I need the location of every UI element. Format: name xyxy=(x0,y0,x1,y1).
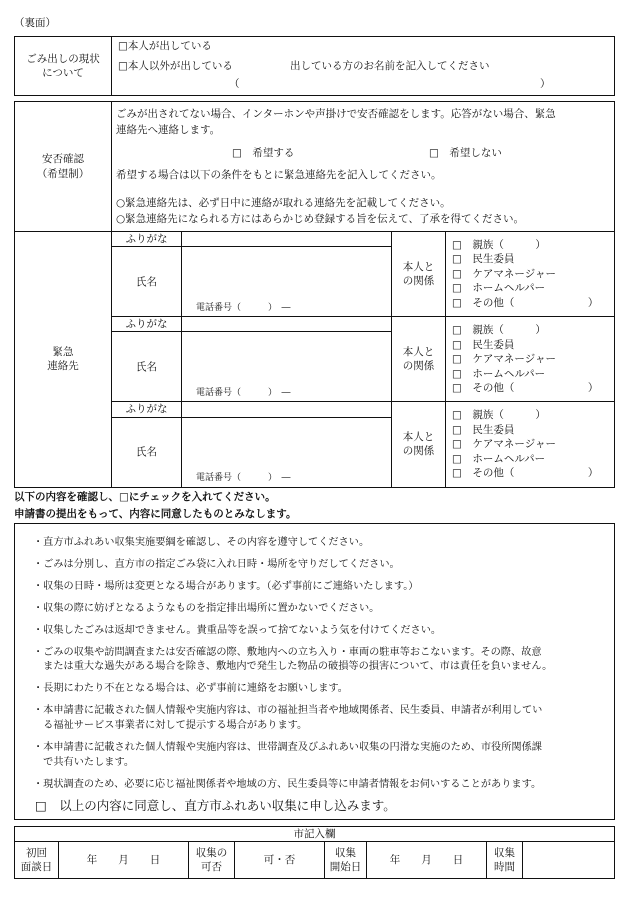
page-side-label: （裏面） xyxy=(14,17,56,29)
contact3-relation-label: 本人と の関係 xyxy=(392,402,446,487)
safety-emergency-table xyxy=(14,101,615,488)
collection-start-label: 収集 開始日 xyxy=(325,842,367,879)
safety-note-1: ○緊急連絡先は、必ず日中に連絡が取れる連絡先を記載してください。 xyxy=(116,197,451,209)
collection-possible-value[interactable]: 可・否 xyxy=(235,842,325,879)
garbage-name-paren-open: （ xyxy=(229,78,240,90)
contact2-relation-welfare-commissioner[interactable]: □ 民生委員 xyxy=(452,338,515,351)
garbage-name-paren-close: ） xyxy=(540,78,551,90)
note-item: ・本申請書に記載された個人情報や実施内容は、世帯調査及びふれあい収集の円滑な実施のため、市役所関係課 xyxy=(33,742,542,753)
note-item: ・収集したごみは返却できません。貴重品等を誤って捨てないよう気を付けてください。 xyxy=(33,625,442,636)
contact3-relation-family[interactable]: □ 親族（ ） xyxy=(452,409,546,422)
contact2-relation-home-helper[interactable]: □ ホームヘルパー xyxy=(452,367,546,380)
contact3-relation-home-helper[interactable]: □ ホームヘルパー xyxy=(452,452,546,465)
emergency-contact-label: 緊急 連絡先 xyxy=(15,232,112,488)
garbage-status-options xyxy=(112,37,615,96)
contact1-name-field[interactable] xyxy=(182,247,392,317)
garbage-option-other[interactable]: □本人以外が出している xyxy=(118,60,233,72)
contact2-relation-care-manager[interactable]: □ ケアマネージャー xyxy=(452,353,557,365)
contact2-name-field[interactable] xyxy=(182,332,392,402)
contact3-relation-other[interactable]: □ その他（ ） xyxy=(452,467,599,480)
note-item: ・本申請書に記載された個人情報や実施内容は、市の福祉担当者や地域関係者、民生委員、申請者が利用してい xyxy=(33,705,543,716)
agree-checkbox[interactable]: □ 以上の内容に同意し、直方市ふれあい収集に申し込みます。 xyxy=(35,798,396,813)
collection-time-field[interactable] xyxy=(523,842,615,879)
safety-note-2: ○緊急連絡先になられる方にはあらかじめ登録する旨を伝えて、了承を得てください。 xyxy=(116,213,524,225)
office-use-title: 市記入欄 xyxy=(15,827,615,842)
first-interview-label: 初回 面談日 xyxy=(15,842,59,879)
contact2-furigana-field[interactable] xyxy=(182,317,392,332)
contact3-name-field[interactable] xyxy=(182,417,392,487)
contact1-relation-care-manager[interactable]: □ ケアマネージャー xyxy=(452,267,557,280)
note-item: ・直方市ふれあい収集実施要綱を確認し、その内容を遵守してください。 xyxy=(33,537,370,548)
garbage-status-label: ごみ出しの現状 について xyxy=(15,37,112,96)
safety-not-want-checkbox[interactable]: □ 希望しない xyxy=(429,147,502,159)
collection-start-date[interactable]: 年 月 日 xyxy=(367,842,487,879)
safety-desc-line2: 連絡先へ連絡します。 xyxy=(116,124,221,136)
note-item: ・現状調査のため、必要に応じ福祉関係者や地域の方、民生委員等に申請者情報をお伺いすることがあります。 xyxy=(33,779,542,790)
contact3-name-label: 氏名 xyxy=(112,417,182,487)
safety-check-content xyxy=(112,102,615,232)
first-interview-date[interactable]: 年 月 日 xyxy=(59,842,189,879)
contact1-relation-other[interactable]: □ その他（ ） xyxy=(452,296,599,309)
garbage-status-table xyxy=(14,36,615,96)
office-use-table xyxy=(14,826,615,879)
safety-check-label: 安否確認 （希望制） xyxy=(15,102,112,232)
contact1-furigana-label: ふりがな xyxy=(112,232,182,247)
contact1-relation-welfare-commissioner[interactable]: □ 民生委員 xyxy=(452,253,515,266)
confirm-instruction-1: 以下の内容を確認し、□にチェックを入れてください。 xyxy=(14,491,276,503)
contact2-relation-family[interactable]: □ 親族（ ） xyxy=(452,324,546,336)
contact3-relation-options xyxy=(446,402,615,487)
consent-notes-box xyxy=(14,523,615,820)
note-item: る福祉サービス事業者に対して提示する場合があります。 xyxy=(33,720,308,731)
note-item: で共有いたします。 xyxy=(33,757,135,768)
contact1-relation-home-helper[interactable]: □ ホームヘルパー xyxy=(452,282,546,295)
contact1-furigana-field[interactable] xyxy=(182,232,392,247)
note-item: ・収集の際に妨げとなるようなものを指定排出場所に置かないでください。 xyxy=(33,603,380,614)
contact3-relation-welfare-commissioner[interactable]: □ 民生委員 xyxy=(452,423,515,436)
collection-possible-label: 収集の 可否 xyxy=(189,842,235,879)
contact2-relation-label: 本人と の関係 xyxy=(392,317,446,402)
contact1-relation-label: 本人と の関係 xyxy=(392,232,446,317)
contact1-name-label: 氏名 xyxy=(112,247,182,317)
contact1-relation-options xyxy=(446,232,615,317)
contact3-relation-care-manager[interactable]: □ ケアマネージャー xyxy=(452,438,557,451)
contact3-furigana-label: ふりがな xyxy=(112,402,182,417)
contact2-phone-label: 電話番号（ ） ― xyxy=(196,388,291,399)
collection-time-label: 収集 時間 xyxy=(487,842,523,879)
safety-want-checkbox[interactable]: □ 希望する xyxy=(232,147,295,159)
note-item: ・収集の日時・場所は変更となる場合があります。（必ず事前にご連絡いたします。） xyxy=(33,581,419,592)
contact3-phone-label: 電話番号（ ） ― xyxy=(196,473,291,484)
contact2-relation-other[interactable]: □ その他（ ） xyxy=(452,382,599,394)
safety-condition-text: 希望する場合は以下の条件をもとに緊急連絡先を記入してください。 xyxy=(116,169,442,181)
garbage-option-self[interactable]: □本人が出している xyxy=(118,40,212,52)
garbage-name-prompt: 出している方のお名前を記入してください xyxy=(290,60,490,72)
contact1-phone-label: 電話番号（ ） ― xyxy=(196,303,291,314)
note-item: ・ごみの収集や訪問調査または安否確認の際、敷地内への立ち入り・車両の駐車等おこないます。その際、故意 xyxy=(33,647,542,658)
contact1-relation-family[interactable]: □ 親族（ ） xyxy=(452,238,546,251)
note-item: ・ごみは分別し、直方市の指定ごみ袋に入れ日時・場所を守りだしてください。 xyxy=(33,559,400,570)
contact2-name-label: 氏名 xyxy=(112,332,182,402)
contact2-furigana-label: ふりがな xyxy=(112,317,182,332)
confirm-instruction-2: 申請書の提出をもって、内容に同意したものとみなします。 xyxy=(14,508,297,520)
contact3-furigana-field[interactable] xyxy=(182,402,392,417)
note-item: または重大な過失がある場合を除き、敷地内で発生した物品の破損等の損害について、市は責任を負いません。 xyxy=(33,661,553,672)
safety-desc-line1: ごみが出されてない場合、インターホンや声掛けで安否確認をします。応答がない場合、緊急 xyxy=(116,108,556,120)
note-item: ・長期にわたり不在となる場合は、必ず事前に連絡をお願いします。 xyxy=(33,683,348,694)
contact2-relation-options xyxy=(446,317,615,402)
